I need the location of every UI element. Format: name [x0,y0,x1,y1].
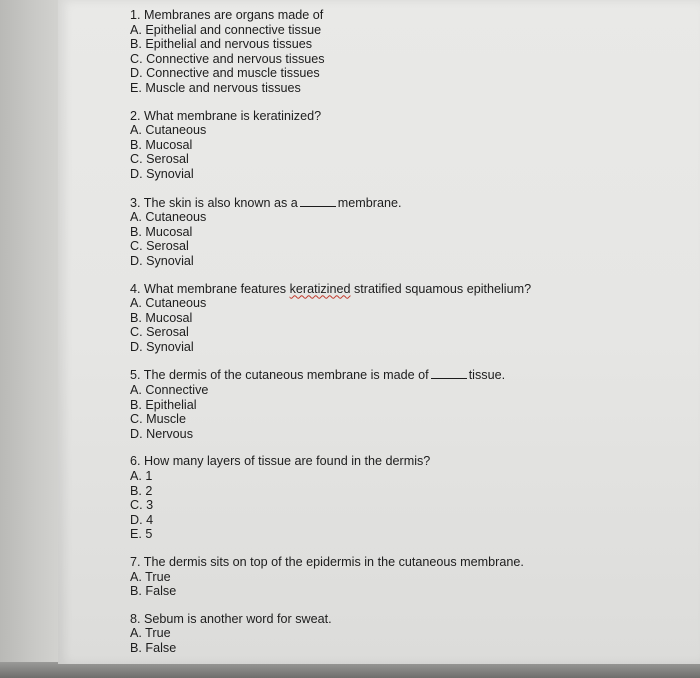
question-prompt [130,195,531,211]
question-prompt: 6. How many layers of tissue are found in the dermis? [130,454,431,469]
answer-option: B. Mucosal [130,137,193,152]
answer-option: C. Muscle [130,412,186,427]
answer-option: D. Connective and muscle tissues [130,66,320,81]
prompt-text-after: membrane. [337,195,402,210]
question-4 [130,282,531,355]
answer-option: D. Synovial [130,253,194,268]
question-list [130,8,531,669]
prompt-text-before: 3. The skin is also known as a [130,195,298,210]
answer-option: B. Epithelial and nervous tissues [130,37,313,52]
answer-option: B. False [130,584,177,599]
question-3 [130,195,531,269]
prompt-text-after: tissue. [468,368,506,383]
question-6 [130,454,531,542]
question-2 [130,109,531,182]
answer-option: E. 5 [130,527,153,542]
answer-option: D. Synovial [130,166,194,181]
prompt-text-before: 4. What membrane features [130,281,287,296]
answer-option: D. Synovial [130,339,194,354]
worksheet-page [58,0,700,664]
question-5 [130,367,531,441]
answer-option: A. True [130,569,171,584]
question-7 [130,555,531,599]
question-prompt: 7. The dermis sits on top of the epidermis in the cutaneous membrane. [130,555,524,569]
question-prompt: 8. Sebum is another word for sweat. [130,611,332,626]
answer-option: B. Mucosal [130,310,193,325]
answer-option: B. Epithelial [130,397,197,412]
question-prompt: 2. What membrane is keratinized? [130,108,322,123]
prompt-text-before: 5. The dermis of the cutaneous membrane is made of [130,368,429,383]
answer-option: B. 2 [130,483,153,498]
answer-option: A. Connective [130,383,209,398]
answer-option: C. Serosal [130,325,189,340]
question-prompt [130,282,531,297]
answer-option: A. 1 [130,469,153,484]
answer-option: B. Mucosal [130,224,193,239]
answer-option: E. Muscle and nervous tissues [130,80,301,95]
answer-option: C. Connective and nervous tissues [130,51,325,66]
answer-option: D. 4 [130,512,154,527]
question-prompt: 1. Membranes are organs made of [130,8,324,22]
question-1 [130,8,531,96]
answer-option: A. Cutaneous [130,210,207,225]
answer-option: C. Serosal [130,239,189,254]
answer-option: C. 3 [130,498,154,513]
answer-option: A. Epithelial and connective tissue [130,22,322,37]
answer-option: A. True [130,626,171,641]
question-prompt [130,367,531,383]
fill-in-blank [300,195,336,207]
desk-background [0,0,58,678]
answer-option: A. Cutaneous [130,296,207,311]
prompt-text-after: stratified squamous epithelium? [354,281,532,296]
spellcheck-flagged-word: keratizined [289,281,351,296]
fill-in-blank [431,367,467,379]
answer-option: A. Cutaneous [130,123,207,138]
answer-option: B. False [130,640,177,655]
answer-option: C. Serosal [130,152,189,167]
question-8 [130,612,531,656]
answer-option: D. Nervous [130,426,193,441]
